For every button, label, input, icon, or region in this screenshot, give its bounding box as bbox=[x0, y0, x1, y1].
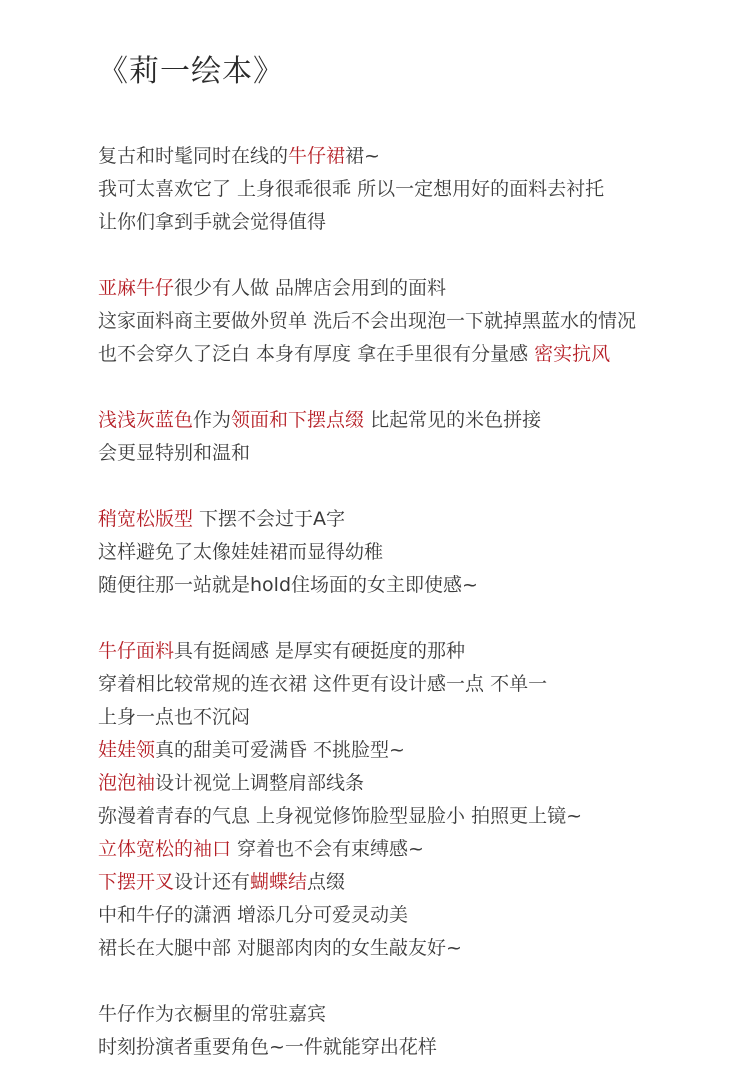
text-line bbox=[98, 569, 728, 602]
body-text: 弥漫着青春的气息 上身视觉修饰脸型显脸小 拍照更上镜~ bbox=[98, 805, 583, 827]
body-text: 我可太喜欢它了 上身很乖很乖 所以一定想用好的面料去衬托 bbox=[98, 178, 605, 200]
text-line bbox=[98, 701, 728, 734]
body-text: 裙长在大腿中部 对腿部肉肉的女生敲友好~ bbox=[98, 937, 462, 959]
body-text: 点缀 bbox=[307, 871, 346, 893]
text-line bbox=[98, 668, 728, 701]
text-line bbox=[98, 437, 728, 470]
text-line bbox=[98, 206, 728, 239]
highlight-text: 蝴蝶结 bbox=[250, 871, 308, 893]
body-text: 上身一点也不沉闷 bbox=[98, 706, 251, 728]
paragraph bbox=[98, 272, 728, 371]
text-line bbox=[98, 173, 728, 206]
body-text: 作为 bbox=[193, 409, 232, 431]
body-text: 穿着相比较常规的连衣裙 这件更有设计感一点 不单一 bbox=[98, 673, 548, 695]
paragraph bbox=[98, 635, 728, 965]
highlight-text: 立体宽松的袖口 bbox=[98, 838, 232, 860]
article-body bbox=[98, 140, 728, 1064]
text-line bbox=[98, 800, 728, 833]
text-line bbox=[98, 767, 728, 800]
paragraph bbox=[98, 404, 728, 470]
highlight-text: 下摆开叉 bbox=[98, 871, 175, 893]
body-text: 随便往那一站就是hold住场面的女主即使感~ bbox=[98, 574, 478, 596]
body-text: 下摆不会过于A字 bbox=[193, 508, 346, 530]
body-text: 中和牛仔的潇洒 增添几分可爱灵动美 bbox=[98, 904, 409, 926]
body-text: 复古和时髦同时在线的 bbox=[98, 145, 289, 167]
paragraph bbox=[98, 998, 728, 1064]
text-line bbox=[98, 140, 728, 173]
body-text: 牛仔作为衣橱里的常驻嘉宾 bbox=[98, 1003, 327, 1025]
highlight-text: 亚麻牛仔 bbox=[98, 277, 175, 299]
body-text: 也不会穿久了泛白 本身有厚度 拿在手里很有分量感 bbox=[98, 343, 535, 365]
text-line bbox=[98, 404, 728, 437]
highlight-text: 稍宽松版型 bbox=[98, 508, 194, 530]
highlight-text: 牛仔面料 bbox=[98, 640, 175, 662]
body-text: 会更显特别和温和 bbox=[98, 442, 251, 464]
paragraph bbox=[98, 503, 728, 602]
body-text: 这样避免了太像娃娃裙而显得幼稚 bbox=[98, 541, 384, 563]
article bbox=[98, 50, 728, 1064]
text-line bbox=[98, 1031, 728, 1064]
text-line bbox=[98, 338, 728, 371]
text-line bbox=[98, 536, 728, 569]
highlight-text: 浅浅灰蓝色 bbox=[98, 409, 194, 431]
paragraph bbox=[98, 140, 728, 239]
highlight-text: 密实抗风 bbox=[534, 343, 611, 365]
article-title: 《莉一绘本》 bbox=[98, 54, 284, 89]
text-line bbox=[98, 734, 728, 767]
body-text: 真的甜美可爱满昏 不挑脸型~ bbox=[155, 739, 405, 761]
body-text: 设计还有 bbox=[174, 871, 251, 893]
text-line bbox=[98, 899, 728, 932]
text-line bbox=[98, 866, 728, 899]
highlight-text: 领面和下摆点缀 bbox=[231, 409, 365, 431]
body-text: 穿着也不会有束缚感~ bbox=[231, 838, 424, 860]
body-text: 比起常见的米色拼接 bbox=[364, 409, 542, 431]
body-text: 具有挺阔感 是厚实有硬挺度的那种 bbox=[174, 640, 466, 662]
text-line bbox=[98, 998, 728, 1031]
body-text: 很少有人做 品牌店会用到的面料 bbox=[174, 277, 447, 299]
text-line bbox=[98, 272, 728, 305]
body-text: 裙~ bbox=[345, 145, 380, 167]
text-line bbox=[98, 305, 728, 338]
text-line bbox=[98, 833, 728, 866]
highlight-text: 娃娃领 bbox=[98, 739, 156, 761]
body-text: 设计视觉上调整肩部线条 bbox=[155, 772, 365, 794]
text-line bbox=[98, 932, 728, 965]
text-line bbox=[98, 635, 728, 668]
text-line bbox=[98, 503, 728, 536]
body-text: 这家面料商主要做外贸单 洗后不会出现泡一下就掉黑蓝水的情况 bbox=[98, 310, 637, 332]
highlight-text: 泡泡袖 bbox=[98, 772, 156, 794]
body-text: 时刻扮演者重要角色~一件就能穿出花样 bbox=[98, 1036, 437, 1058]
highlight-text: 牛仔裙 bbox=[288, 145, 346, 167]
body-text: 让你们拿到手就会觉得值得 bbox=[98, 211, 327, 233]
